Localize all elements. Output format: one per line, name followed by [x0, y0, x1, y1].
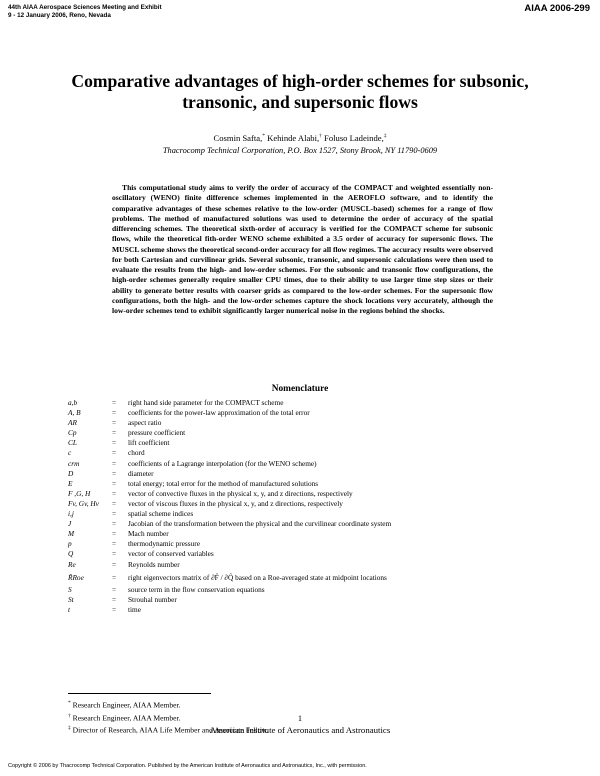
- nomenclature-row: [68, 489, 568, 499]
- footnote-mark: ‡: [68, 725, 71, 732]
- equals-sign: =: [112, 498, 117, 508]
- nomenclature-symbol: Fv, Gv, Hv: [68, 498, 99, 508]
- nomenclature-symbol: E: [68, 478, 73, 488]
- nomenclature-symbol: F ,G, H: [68, 488, 91, 498]
- equals-sign: =: [112, 478, 117, 488]
- nomenclature-row: [68, 418, 568, 428]
- nomenclature-definition: lift coefficient: [128, 438, 170, 448]
- equals-sign: =: [112, 418, 117, 428]
- nomenclature-row: [68, 479, 568, 489]
- nomenclature-row: [68, 605, 568, 615]
- page-number: 1: [297, 714, 303, 723]
- nomenclature-row: [68, 428, 568, 438]
- nomenclature-definition: source term in the flow conservation equations: [128, 584, 265, 594]
- equals-sign: =: [112, 559, 117, 569]
- nomenclature-row: [68, 585, 568, 595]
- nomenclature-heading: Nomenclature: [271, 384, 329, 394]
- author-3: Foluso Ladeinde,: [321, 133, 384, 143]
- equals-sign: =: [112, 428, 117, 438]
- copyright-notice: Copyright © 2006 by Thacrocomp Technical Corporation. Published by the American Institute of Aeronautics and Astronautics, Inc., with permission.: [8, 763, 367, 769]
- equals-sign: =: [112, 604, 117, 614]
- nomenclature-symbol: Cp: [68, 428, 77, 438]
- equals-sign: =: [112, 519, 117, 529]
- nomenclature-row: [68, 509, 568, 519]
- equals-sign: =: [112, 438, 117, 448]
- nomenclature-definition: chord: [128, 448, 145, 458]
- nomenclature-row: [68, 408, 568, 418]
- nomenclature-row: [68, 595, 568, 605]
- nomenclature-definition: total energy; total error for the method of manufactured solutions: [128, 478, 319, 488]
- affiliation: Thacrocomp Technical Corporation, P.O. Box 1527, Stony Brook, NY 11790-0609: [162, 146, 438, 155]
- nomenclature-definition: coefficients of a Lagrange interpolation (for the WENO scheme): [128, 458, 317, 468]
- title-line-1: Comparative advantages of high-order schemes for subsonic,: [71, 71, 529, 91]
- author-list: [60, 133, 540, 143]
- nomenclature-symbol: S: [68, 584, 72, 594]
- equals-sign: =: [112, 468, 117, 478]
- nomenclature-row: [68, 459, 568, 469]
- footnote-mark: †: [68, 712, 71, 719]
- nomenclature-definition: pressure coefficient: [128, 428, 186, 438]
- nomenclature-symbol: AR: [68, 418, 77, 428]
- nomenclature-definition: Reynolds number: [128, 559, 180, 569]
- nomenclature-symbol: M: [68, 529, 75, 539]
- nomenclature-definition: Mach number: [128, 529, 169, 539]
- nomenclature-symbol: D: [68, 468, 74, 478]
- paper-title: [40, 71, 560, 113]
- nomenclature-definition: coefficients for the power-law approximation of the total error: [128, 408, 310, 418]
- title-line-2: transonic, and supersonic flows: [182, 92, 418, 112]
- equals-sign: =: [112, 594, 117, 604]
- equals-sign: =: [112, 488, 117, 498]
- nomenclature-definition: thermodynamic pressure: [128, 539, 200, 549]
- footnote-mark: *: [68, 700, 71, 706]
- nomenclature-definition: Jacobian of the transformation between the physical and the curvilinear coordinate system: [128, 519, 392, 529]
- meeting-dates: 9 - 12 January 2006, Reno, Nevada: [8, 11, 111, 19]
- meeting-header: [8, 4, 162, 19]
- nomenclature-definition: right eigenvectors matrix of ∂F̂ / ∂Q̂ based on a Roe-averaged state at midpoint locations: [128, 572, 387, 582]
- nomenclature-list: [68, 398, 568, 615]
- author-2-footnote-mark: †: [319, 133, 322, 140]
- meeting-name: 44th AIAA Aerospace Sciences Meeting and Exhibit: [8, 4, 162, 11]
- organization-name: American Institute of Aeronautics and Astronautics: [209, 725, 391, 735]
- nomenclature-row: [68, 469, 568, 479]
- nomenclature-row: [68, 529, 568, 539]
- nomenclature-definition: right hand side parameter for the COMPACT scheme: [128, 398, 284, 407]
- nomenclature-row: [68, 448, 568, 458]
- nomenclature-symbol: CL: [68, 438, 77, 448]
- nomenclature-definition: aspect ratio: [128, 418, 162, 428]
- equals-sign: =: [112, 539, 117, 549]
- equals-sign: =: [112, 458, 117, 468]
- nomenclature-symbol: i,j: [68, 509, 74, 519]
- paper-id: AIAA 2006-299: [524, 3, 590, 14]
- nomenclature-symbol: R̃Roe: [68, 572, 84, 582]
- nomenclature-symbol: Re: [68, 559, 76, 569]
- author-1-footnote-mark: *: [262, 133, 265, 140]
- nomenclature-symbol: A, B: [68, 408, 81, 418]
- author-2: Kehinde Alabi,: [264, 133, 320, 143]
- nomenclature-definition: vector of viscous fluxes in the physical x, y, and z directions, respectively: [128, 498, 343, 508]
- footnote-divider: [68, 693, 211, 694]
- nomenclature-row: [68, 398, 568, 408]
- nomenclature-row: [68, 438, 568, 448]
- nomenclature-definition: diameter: [128, 468, 154, 478]
- nomenclature-row: [68, 560, 568, 570]
- nomenclature-symbol: crm: [68, 458, 80, 468]
- nomenclature-symbol: J: [68, 519, 72, 529]
- equals-sign: =: [112, 549, 117, 559]
- equals-sign: =: [112, 584, 117, 594]
- equals-sign: =: [112, 448, 117, 458]
- author-1: Cosmin Safta,: [213, 133, 263, 143]
- nomenclature-row: [68, 570, 568, 585]
- nomenclature-symbol: c: [68, 448, 72, 458]
- nomenclature-definition: Strouhal number: [128, 594, 177, 604]
- equals-sign: =: [112, 398, 117, 407]
- nomenclature-definition: vector of convective fluxes in the physical x, y, and z directions, respectively: [128, 488, 353, 498]
- footnote-text: Director of Research, AIAA Life Member and Associate Fellow.: [70, 725, 269, 735]
- equals-sign: =: [112, 408, 117, 418]
- footnote-text: Research Engineer, AIAA Member.: [70, 713, 181, 723]
- nomenclature-symbol: Q: [68, 549, 74, 559]
- footnote: [68, 698, 268, 711]
- abstract: This computational study aims to verify the order of accuracy of the COMPACT and weighted essentially non-oscillatory (WENO) finite difference schemes implemented in the AEROFLO software, and to identify the comparative advantages of these schemes relative to the low-order (MUSCL-based) schemes for a range of flow problems. The method of manufactured solutions was used to determine the order of accuracy of the spatial differencing schemes. The theoretical sixth-order of accuracy is verified for the COMPACT scheme for subsonic flows, while the theoretical fith-order WENO scheme exhibited a 3.5 order of accuracy for supersonic flows. The MUSCL scheme shows the theoretical second-order accuracy for all flow regimes. The accuracy results were observed for both Cartesian and curvilinear grids. Several subsonic, transonic, and supersonic calculations were then used to evaluate the results from the high- and low-order schemes. For the subsonic and transonic flow configurations, the high-order schemes generally require smaller CPU times, due to their ability to use larger time step sizes or their ability to generate better results with coarser grids as compared to the low-order schemes. For the supersonic flow configurations, both the high- and the low-order schemes capture the shock locations very accurately, although the low-order schemes tend to exhibit significantly larger numerical noise in the regions behind the shocks.: [112, 183, 493, 315]
- nomenclature-row: [68, 549, 568, 559]
- nomenclature-row: [68, 519, 568, 529]
- nomenclature-symbol: a,b: [68, 398, 78, 407]
- nomenclature-symbol: St: [68, 594, 74, 604]
- equals-sign: =: [112, 509, 117, 519]
- footnote-text: Research Engineer, AIAA Member.: [70, 700, 181, 710]
- nomenclature-symbol: p: [68, 539, 72, 549]
- nomenclature-row: [68, 499, 568, 509]
- equals-sign: =: [112, 572, 117, 582]
- nomenclature-definition: vector of conserved variables: [128, 549, 214, 559]
- nomenclature-definition: time: [128, 604, 141, 614]
- nomenclature-definition: spatial scheme indices: [128, 509, 194, 519]
- author-3-footnote-mark: ‡: [383, 133, 387, 140]
- equals-sign: =: [112, 529, 117, 539]
- nomenclature-row: [68, 539, 568, 549]
- nomenclature-symbol: t: [68, 604, 71, 614]
